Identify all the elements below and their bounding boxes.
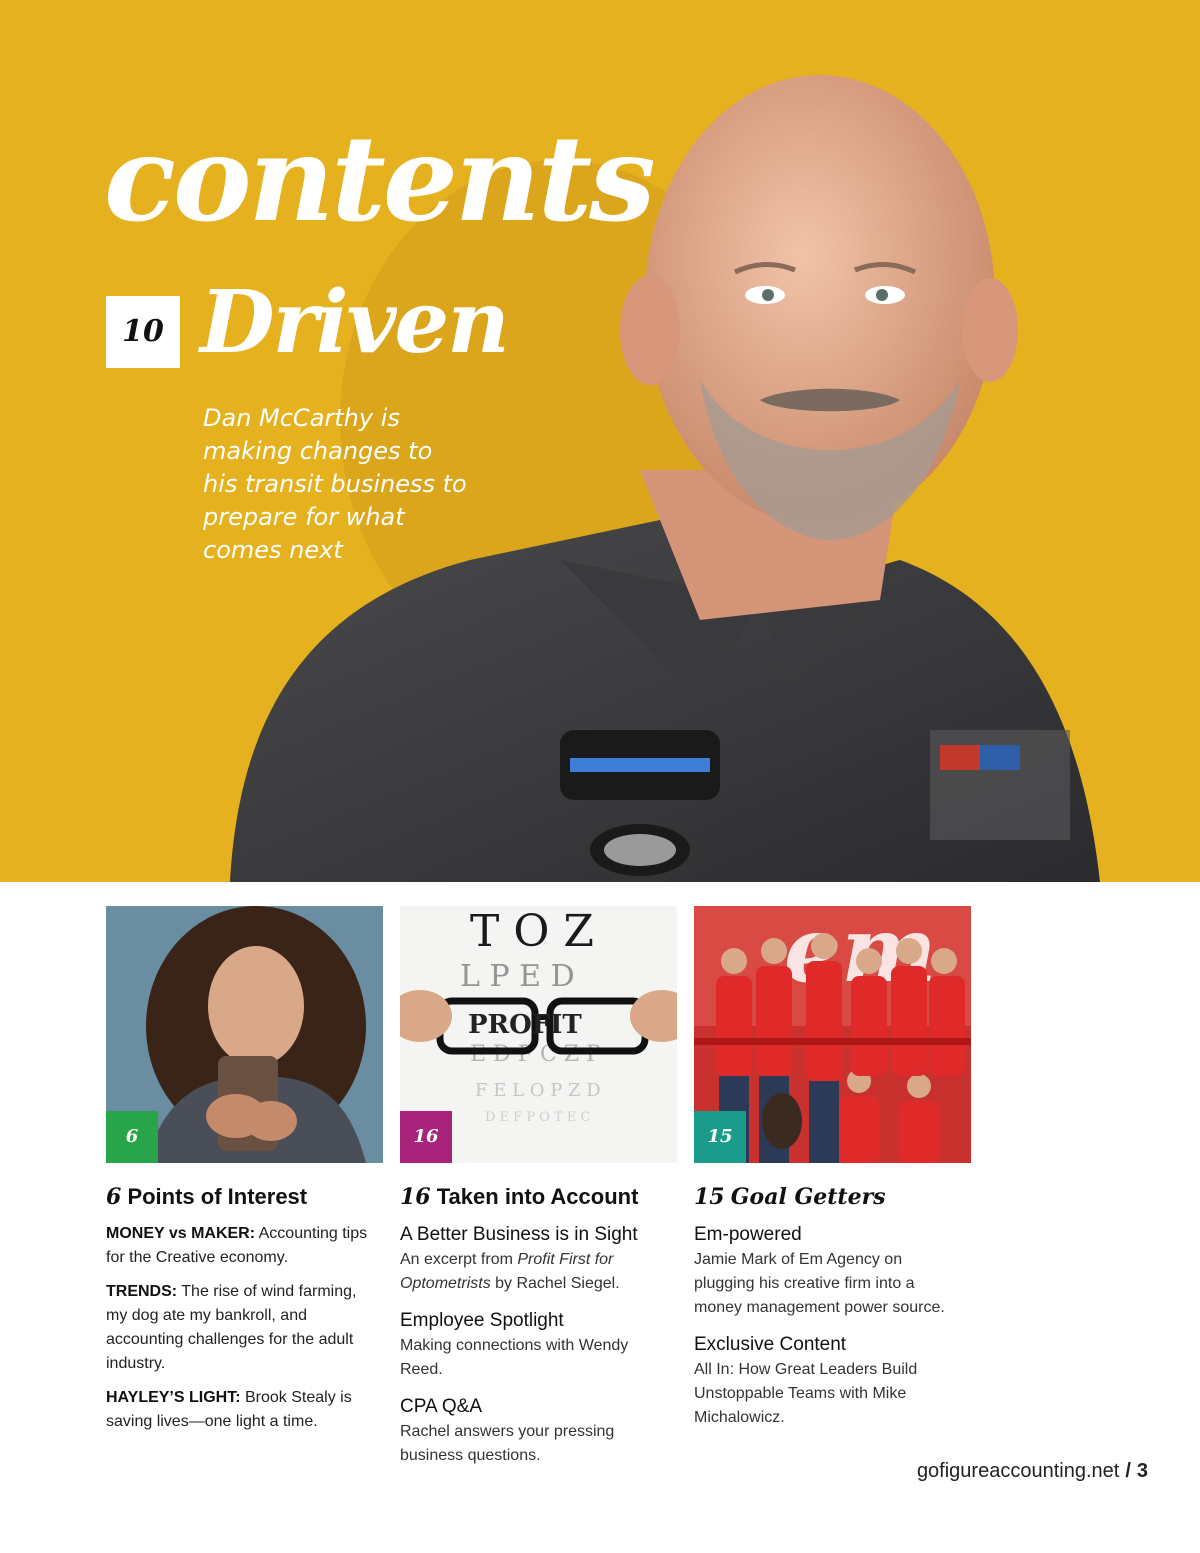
thumbnail-points-of-interest[interactable] (106, 906, 383, 1163)
article-title: Exclusive Content (694, 1334, 847, 1355)
article-text: Rachel answers your pressing business questions. (400, 1423, 615, 1464)
section-taken-into-account (400, 1182, 670, 1480)
contents-heading: contents (104, 109, 653, 248)
list-item[interactable] (106, 1280, 376, 1376)
list-item[interactable] (400, 1394, 670, 1468)
section-title[interactable] (694, 1182, 954, 1212)
svg-text:L P E D: L P E D (460, 959, 575, 994)
svg-text:D E F P O T E C: D E F P O T E C (485, 1110, 591, 1125)
article-title: Employee Spotlight (400, 1310, 564, 1331)
page-badge: 15 (694, 1111, 746, 1163)
footer-site-link[interactable]: gofigureaccounting.net (916, 1460, 1120, 1482)
entry-lead: MONEY vs MAKER: (106, 1225, 256, 1242)
svg-text:E D F C Z P: E D F C Z P (470, 1042, 601, 1067)
page-badge: 16 (400, 1111, 452, 1163)
article-title: Em-powered (694, 1224, 802, 1245)
section-title-text: Taken into Account (436, 1184, 639, 1209)
section-title-number: 15 (694, 1184, 725, 1210)
section-title[interactable] (106, 1182, 376, 1212)
section-points-of-interest (106, 1182, 376, 1444)
thumbnail-taken-into-account[interactable] (400, 906, 677, 1163)
section-title-text: Points of Interest (127, 1184, 308, 1209)
article-text: An excerpt from Profit First for Optometrists by Rachel Siegel. (400, 1251, 620, 1292)
page-footer (917, 1460, 1148, 1483)
feature-title[interactable]: Driven (200, 272, 508, 373)
footer-separator: / (1125, 1460, 1131, 1482)
svg-text:T O Z: T O Z (470, 906, 594, 957)
section-goal-getters (694, 1182, 954, 1442)
article-title: A Better Business is in Sight (400, 1224, 638, 1245)
section-title[interactable] (400, 1182, 670, 1212)
list-item[interactable] (694, 1222, 954, 1320)
list-item[interactable] (400, 1308, 670, 1382)
list-item[interactable] (400, 1222, 670, 1296)
entry-text: Accounting tips for the Creative economy. (106, 1225, 368, 1266)
feature-page-number: 10 (106, 296, 180, 368)
list-item[interactable] (106, 1222, 376, 1270)
article-title: CPA Q&A (400, 1396, 483, 1417)
entry-text: The rise of wind farming, my dog ate my bankroll, and accounting challenges for the adult industry. (106, 1283, 357, 1372)
entry-text: Brook Stealy is saving lives—one light a time. (106, 1389, 352, 1430)
article-text: All In: How Great Leaders Build Unstoppable Teams with Mike Michalowicz. (694, 1361, 918, 1426)
svg-text:F E L O P Z D: F E L O P Z D (475, 1080, 601, 1101)
list-item[interactable] (106, 1386, 376, 1434)
list-item[interactable] (694, 1332, 954, 1430)
thumbnail-goal-getters[interactable] (694, 906, 971, 1163)
entry-lead: TRENDS: (106, 1283, 178, 1300)
feature-description: Dan McCarthy is making changes to his transit business to prepare for what comes next (203, 404, 467, 564)
section-title-number: 6 (106, 1184, 122, 1210)
article-text: Jamie Mark of Em Agency on plugging his creative firm into a money management power source. (694, 1251, 945, 1316)
profit-image-text: PROFIT (468, 1010, 582, 1040)
page-number: 3 (1136, 1460, 1148, 1482)
section-title-text: Goal Getters (730, 1184, 886, 1210)
page-badge: 6 (106, 1111, 158, 1163)
article-text: Making connections with Wendy Reed. (400, 1337, 629, 1378)
section-title-number: 16 (400, 1184, 431, 1210)
entry-lead: HAYLEY’S LIGHT: (106, 1389, 241, 1406)
